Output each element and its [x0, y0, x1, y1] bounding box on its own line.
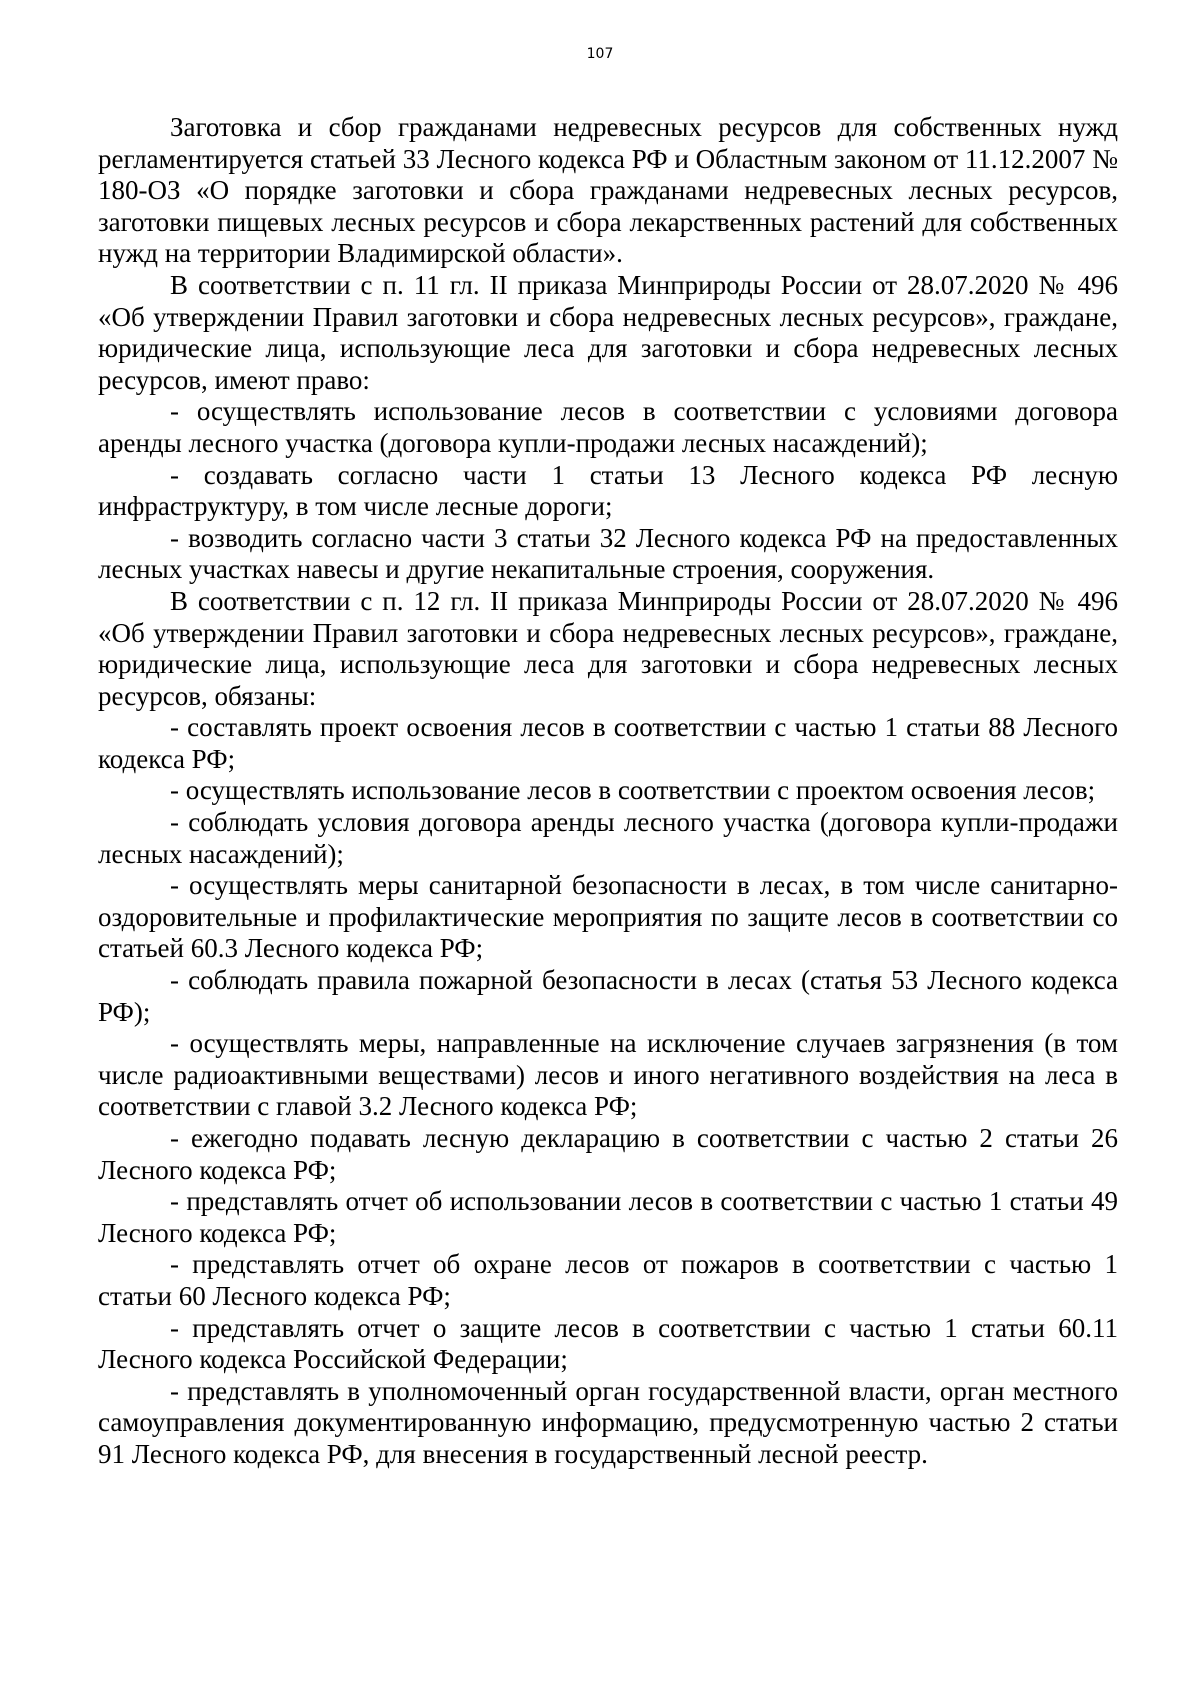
document-body [98, 112, 1118, 1471]
paragraph: В соответствии с п. 12 гл. II приказа Минприроды России от 28.07.2020 № 496 «Об утверждении Правил заготовки и сбора недревесных лесных ресурсов», граждане, юридические лица, использующие леса для заготовки и сбора недревесных лесных ресурсов, обязаны: [98, 585, 1118, 711]
list-item: - представлять отчет об использовании лесов в соответствии с частью 1 статьи 49 Лесного кодекса РФ; [98, 1186, 1118, 1248]
paragraph: Заготовка и сбор гражданами недревесных ресурсов для собственных нужд регламентируется статьей 33 Лесного кодекса РФ и Областным законом от 11.12.2007 № 180-ОЗ «О порядке заготовки и сбора гражданами недревесных лесных ресурсов, заготовки пищевых лесных ресурсов и сбора лекарственных растений для собственных нужд на территории Владимирской области». [98, 112, 1118, 269]
list-item: - составлять проект освоения лесов в соответствии с частью 1 статьи 88 Лесного кодекса РФ; [98, 712, 1118, 774]
list-item: - осуществлять меры, направленные на исключение случаев загрязнения (в том числе радиоактивными веществами) лесов и иного негативного воздействия на леса в соответствии с главой 3.2 Лесного кодекса РФ; [98, 1028, 1118, 1122]
page-number: 107 [586, 46, 614, 62]
list-item: - представлять отчет о защите лесов в соответствии с частью 1 статьи 60.11 Лесного кодекса Российской Федерации; [98, 1312, 1118, 1375]
paragraph: В соответствии с п. 11 гл. II приказа Минприроды России от 28.07.2020 № 496 «Об утверждении Правил заготовки и сбора недревесных лесных ресурсов», граждане, юридические лица, использующие леса для заготовки и сбора недревесных лесных ресурсов, имеют право: [98, 269, 1118, 395]
list-item: - представлять в уполномоченный орган государственной власти, орган местного самоуправления документированную информацию, предусмотренную частью 2 статьи 91 Лесного кодекса РФ, для внесения в государственный лесной реестр. [98, 1375, 1118, 1469]
list-item: - создавать согласно части 1 статьи 13 Лесного кодекса РФ лесную инфраструктуру, в том числе лесные дороги; [98, 459, 1118, 522]
list-item: - соблюдать условия договора аренды лесного участка (договора купли-продажи лесных насаждений); [98, 807, 1118, 869]
list-item: - ежегодно подавать лесную декларацию в соответствии с частью 2 статьи 26 Лесного кодекса РФ; [98, 1123, 1118, 1185]
list-item: - возводить согласно части 3 статьи 32 Лесного кодекса РФ на предоставленных лесных участках навесы и другие некапитальные строения, сооружения. [98, 522, 1118, 585]
list-item: - соблюдать правила пожарной безопасности в лесах (статья 53 Лесного кодекса РФ); [98, 965, 1118, 1027]
list-item: - осуществлять использование лесов в соответствии с проектом освоения лесов; [170, 775, 1096, 806]
list-item: - представлять отчет об охране лесов от пожаров в соответствии с частью 1 статьи 60 Лесного кодекса РФ; [98, 1249, 1118, 1311]
list-item: - осуществлять меры санитарной безопасности в лесах, в том числе санитарно-оздоровительные и профилактические мероприятия по защите лесов в соответствии со статьей 60.3 Лесного кодекса РФ; [98, 870, 1118, 964]
list-item: - осуществлять использование лесов в соответствии с условиями договора аренды лесного участка (договора купли-продажи лесных насаждений); [98, 396, 1118, 458]
